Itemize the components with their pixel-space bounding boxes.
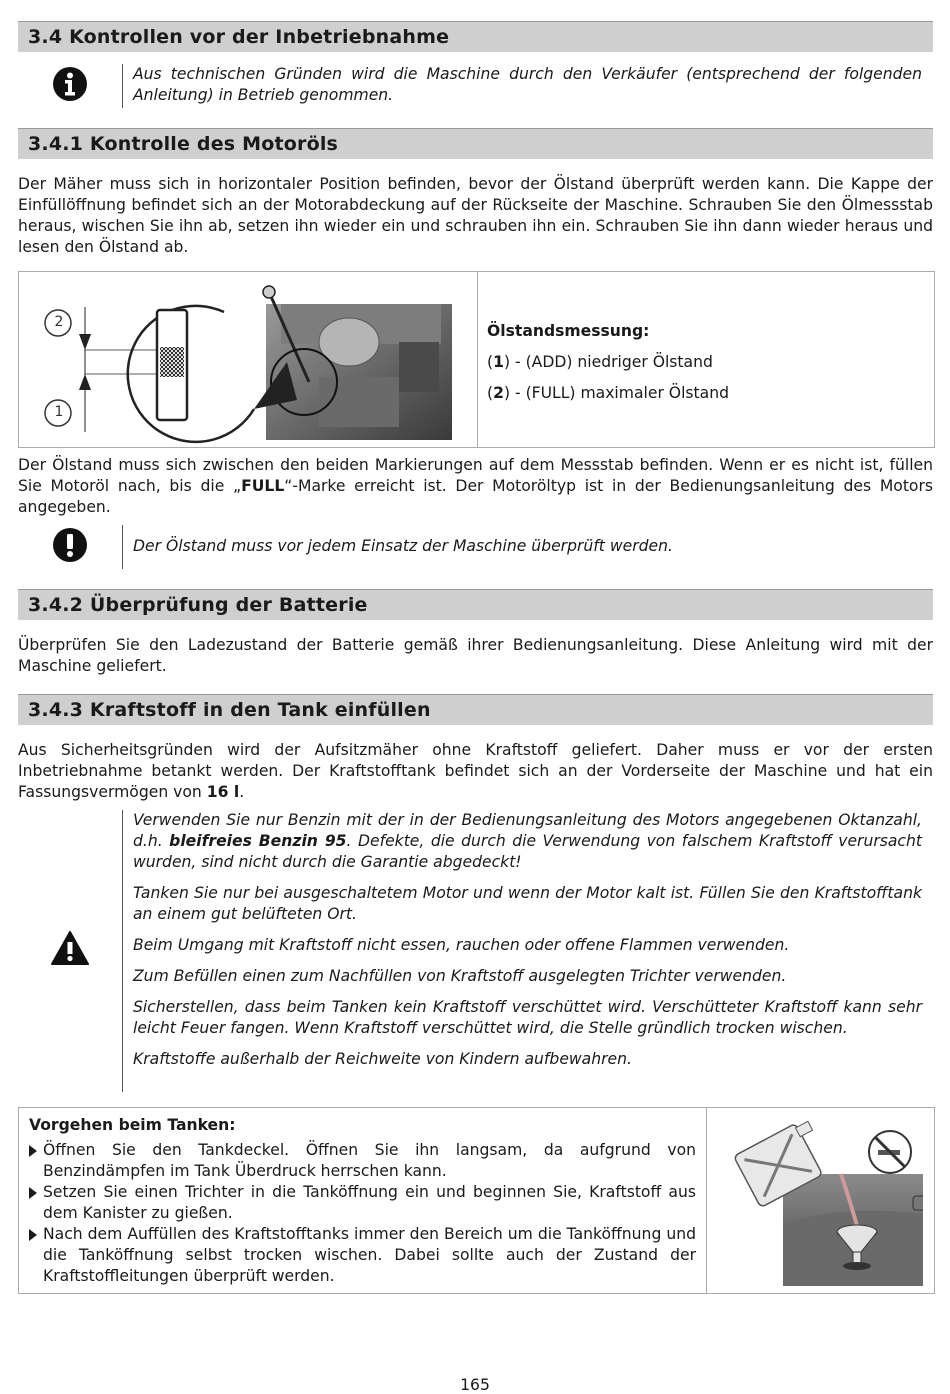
caption-paren: (	[487, 353, 494, 371]
caption-full-line	[487, 378, 917, 409]
caption-num-1: 1	[493, 353, 504, 371]
section-heading-3-4-1: 3.4.1 Kontrolle des Motoröls	[18, 128, 933, 159]
bullet-arrow-icon	[29, 1145, 37, 1157]
marker-2-label: 2	[54, 314, 64, 330]
fuel-text-b: .	[239, 783, 245, 801]
oil-level-text-a: Der Ölstand muss sich zwischen den beiden Markierungen auf dem Messstab befinden. Wenn er es nicht ist, füllen Sie Motoröl nach, bis die „	[18, 456, 933, 495]
warning-triangle-icon	[51, 930, 89, 970]
procedure-step	[29, 1182, 696, 1224]
figure-divider	[477, 272, 478, 447]
caption-title: Ölstandsmessung:	[487, 322, 650, 340]
section-heading-3-4: 3.4 Kontrollen vor der Inbetriebnahme	[18, 21, 933, 52]
procedure-step	[29, 1140, 696, 1182]
procedure-step-text: Setzen Sie einen Trichter in die Tanköffnung ein und beginnen Sie, Kraftstoff aus dem Kanister zu gießen.	[43, 1183, 696, 1222]
oil-check-paragraph: Der Mäher muss sich in horizontaler Position befinden, bevor der Ölstand überprüft werden kann. Die Kappe der Einfüllöffnung befindet sich an der Motorabdeckung auf der Rückseite der Maschine. Schrauben Sie den Ölmessstab heraus, wischen Sie ihn ab, setzen ihn wieder ein und schrauben ihn ein. Schrauben Sie ihn dann wieder heraus und lesen den Ölstand ab.	[18, 175, 933, 256]
warning-fuel-grade: bleifreies Benzin 95	[169, 832, 347, 850]
warning-funnel: Zum Befüllen einen zum Nachfüllen von Kraftstoff ausgelegten Trichter verwenden.	[133, 967, 787, 985]
fuel-text-a: Aus Sicherheitsgründen wird der Aufsitzmäher ohne Kraftstoff geliefert. Daher muss er vor der ersten Inbetriebnahme betankt werden. Der Kraftstofftank befindet sich an der Vorderseite der Maschine und hat ein Fassungsvermögen von	[18, 741, 933, 801]
procedure-step-text: Nach dem Auffüllen des Kraftstofftanks immer den Bereich um die Tanköffnung und die Tanköffnung selbst trocken wischen. Dabei sollte auch der Zustand der Kraftstoffleitungen überprüft werden.	[43, 1225, 696, 1285]
oil-level-paragraph	[18, 455, 933, 518]
procedure-step	[29, 1224, 696, 1287]
procedure-divider	[706, 1108, 707, 1293]
exclamation-icon	[52, 527, 88, 567]
section-heading-3-4-3: 3.4.3 Kraftstoff in den Tank einfüllen	[18, 694, 933, 725]
refuel-illustration	[723, 1114, 923, 1286]
procedure-text	[29, 1115, 696, 1287]
info-icon	[52, 66, 88, 106]
procedure-title: Vorgehen beim Tanken:	[29, 1116, 236, 1134]
warning-fuel-type	[133, 810, 922, 873]
warning-spill: Sicherstellen, dass beim Tanken kein Kraftstoff verschüttet wird. Verschütteter Kraftstoff kann sehr leicht Feuer fangen. Wenn Kraftstoff verschüttet wird, die Stelle gründlich trocken wischen.	[133, 998, 922, 1037]
warning-text-a: Verwenden Sie nur Benzin mit der in der Bedienungsanleitung des Motors angegebenen Oktanzahl, d.h.	[133, 811, 922, 850]
fuel-paragraph	[18, 740, 933, 803]
fuel-warning-block	[122, 810, 922, 1092]
fuel-capacity: 16 l	[206, 783, 240, 801]
marker-1-label: 1	[54, 404, 64, 420]
bullet-arrow-icon	[29, 1229, 37, 1241]
oil-figure-caption	[487, 316, 917, 409]
warning-engine-off: Tanken Sie nur bei ausgeschaltetem Motor und wenn der Motor kalt ist. Füllen Sie den Kraftstofftank an einem gut belüfteten Ort.	[133, 884, 922, 923]
dipstick-illustration	[19, 272, 477, 447]
caption-paren: (	[487, 384, 494, 402]
warning-children: Kraftstoffe außerhalb der Reichweite von Kindern aufbewahren.	[133, 1050, 632, 1068]
oil-important-note: Der Ölstand muss vor jedem Einsatz der Maschine überprüft werden.	[122, 525, 922, 569]
oil-figure-box	[18, 271, 935, 448]
section-heading-3-4-2: 3.4.2 Überprüfung der Batterie	[18, 589, 933, 620]
oil-level-full-mark: FULL	[241, 477, 285, 495]
caption-num-2: 2	[493, 384, 504, 402]
procedure-step-text: Öffnen Sie den Tankdeckel. Öffnen Sie ihn langsam, da aufgrund von Benzindämpfen im Tank Überdruck herrschen kann.	[43, 1141, 696, 1180]
info-note: Aus technischen Gründen wird die Maschine durch den Verkäufer (entsprechend der folgenden Anleitung) in Betrieb genommen.	[122, 64, 922, 108]
oil-level-text-b: “-Marke erreicht ist. Der Motoröltyp ist in der Bedienungsanleitung des Motors angegeben.	[18, 477, 934, 516]
procedure-steps	[29, 1140, 696, 1287]
refuel-procedure-box	[18, 1107, 935, 1294]
warning-no-smoking: Beim Umgang mit Kraftstoff nicht essen, rauchen oder offene Flammen verwenden.	[133, 936, 790, 954]
caption-add-text: ) - (ADD) niedriger Ölstand	[503, 353, 713, 371]
bullet-arrow-icon	[29, 1187, 37, 1199]
caption-full-text: ) - (FULL) maximaler Ölstand	[503, 384, 729, 402]
page-number: 165	[460, 1376, 490, 1394]
caption-add-line	[487, 347, 917, 378]
battery-paragraph: Überprüfen Sie den Ladezustand der Batterie gemäß ihrer Bedienungsanleitung. Diese Anleitung wird mit der Maschine geliefert.	[18, 636, 933, 675]
warning-text-b: . Defekte, die durch die Verwendung von falschem Kraftstoff verursacht wurden, sind nicht durch die Garantie abgedeckt!	[133, 832, 923, 871]
